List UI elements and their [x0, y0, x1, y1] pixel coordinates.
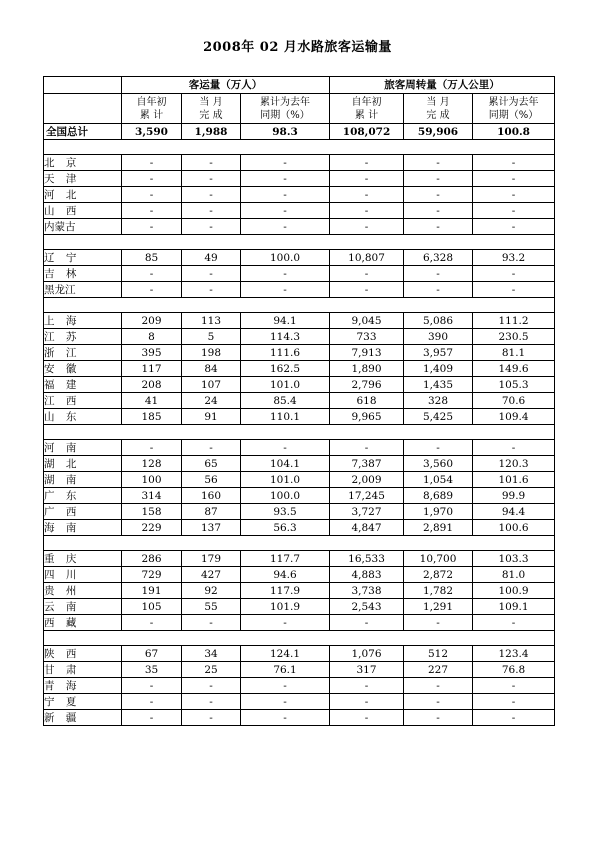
region-name: 湖 北 [44, 456, 122, 472]
table-cell: 209 [122, 313, 182, 329]
table-cell: 123.4 [473, 646, 555, 662]
table-cell: - [122, 266, 182, 282]
header-corner [44, 77, 122, 94]
table-cell: 1,409 [404, 361, 473, 377]
table-cell: - [330, 678, 404, 694]
table-cell: 98.3 [241, 124, 330, 140]
table-cell: - [241, 203, 330, 219]
table-cell: 395 [122, 345, 182, 361]
table-row [44, 219, 555, 235]
group-separator [44, 140, 555, 155]
table-cell: - [330, 187, 404, 203]
table-row [44, 393, 555, 409]
table-cell: - [241, 440, 330, 456]
page-title: 2008年 02 月水路旅客运输量 [203, 40, 392, 55]
sub-header-line: 累计为去年 [488, 96, 539, 108]
sub-header-cell [330, 94, 404, 124]
table-cell: - [330, 171, 404, 187]
table-cell: 124.1 [241, 646, 330, 662]
table-cell: - [404, 694, 473, 710]
table-cell: 3,738 [330, 583, 404, 599]
table-cell: 5,425 [404, 409, 473, 425]
table-row [44, 377, 555, 393]
table-cell: 109.1 [473, 599, 555, 615]
table-cell: 103.3 [473, 551, 555, 567]
table-cell: 70.6 [473, 393, 555, 409]
region-name: 江 苏 [44, 329, 122, 345]
table-cell: - [473, 678, 555, 694]
table-row [44, 266, 555, 282]
table-cell: 101.6 [473, 472, 555, 488]
region-name: 广 东 [44, 488, 122, 504]
table-cell: - [330, 219, 404, 235]
table-cell: 111.2 [473, 313, 555, 329]
table-cell: 16,533 [330, 551, 404, 567]
table-cell: - [404, 266, 473, 282]
table-cell: - [241, 171, 330, 187]
table-body [44, 77, 555, 726]
table-cell: 105.3 [473, 377, 555, 393]
region-name: 江 西 [44, 393, 122, 409]
table-cell: 8 [122, 329, 182, 345]
table-cell: - [404, 440, 473, 456]
table-cell: 91 [182, 409, 241, 425]
table-cell: 229 [122, 520, 182, 536]
table-row [44, 615, 555, 631]
table-group-header-row [44, 77, 555, 94]
table-cell: 111.6 [241, 345, 330, 361]
table-cell: 390 [404, 329, 473, 345]
table-row [44, 488, 555, 504]
table-cell: 1,782 [404, 583, 473, 599]
table-cell: 2,872 [404, 567, 473, 583]
region-name: 上 海 [44, 313, 122, 329]
table-cell: 100 [122, 472, 182, 488]
table-cell: - [404, 203, 473, 219]
table-row [44, 456, 555, 472]
table-cell: 49 [182, 250, 241, 266]
table-cell: 117.9 [241, 583, 330, 599]
table-row [44, 520, 555, 536]
table-row [44, 329, 555, 345]
table-cell: 179 [182, 551, 241, 567]
table-cell: 87 [182, 504, 241, 520]
table-cell: 100.9 [473, 583, 555, 599]
table-cell: - [473, 710, 555, 726]
table-cell: 117.7 [241, 551, 330, 567]
table-cell: - [473, 694, 555, 710]
table-cell: 35 [122, 662, 182, 678]
table-cell: - [182, 282, 241, 298]
table-cell: 2,796 [330, 377, 404, 393]
region-name: 海 南 [44, 520, 122, 536]
table-cell: - [122, 440, 182, 456]
table-cell: - [330, 203, 404, 219]
region-name: 天 津 [44, 171, 122, 187]
table-cell: 137 [182, 520, 241, 536]
table-cell: 5 [182, 329, 241, 345]
region-name: 四 川 [44, 567, 122, 583]
group-separator [44, 235, 555, 250]
table-cell: 1,970 [404, 504, 473, 520]
table-row [44, 551, 555, 567]
table-cell: 6,328 [404, 250, 473, 266]
separator-cell [44, 140, 555, 155]
separator-cell [44, 631, 555, 646]
table-cell: 3,590 [122, 124, 182, 140]
table-cell: - [473, 219, 555, 235]
region-name: 西 藏 [44, 615, 122, 631]
table-cell: - [330, 710, 404, 726]
table-cell: - [404, 282, 473, 298]
table-cell: 110.1 [241, 409, 330, 425]
table-cell: 1,054 [404, 472, 473, 488]
table-cell: 114.3 [241, 329, 330, 345]
table-cell: 512 [404, 646, 473, 662]
table-cell: 7,913 [330, 345, 404, 361]
region-name: 陕 西 [44, 646, 122, 662]
table-cell: - [330, 694, 404, 710]
table-cell: - [122, 694, 182, 710]
table-cell: 149.6 [473, 361, 555, 377]
table-cell: 94.1 [241, 313, 330, 329]
table-row [44, 583, 555, 599]
table-cell: - [122, 219, 182, 235]
table-cell: - [122, 203, 182, 219]
table-cell: - [473, 282, 555, 298]
table-cell: - [241, 187, 330, 203]
table-cell: - [404, 615, 473, 631]
region-name: 黑龙江 [44, 282, 122, 298]
table-cell: - [182, 710, 241, 726]
table-cell: - [182, 678, 241, 694]
table-cell: 100.6 [473, 520, 555, 536]
table-row [44, 361, 555, 377]
table-cell: - [182, 440, 241, 456]
table-cell: 65 [182, 456, 241, 472]
table-cell: 113 [182, 313, 241, 329]
table-cell: 81.1 [473, 345, 555, 361]
table-cell: 101.0 [241, 377, 330, 393]
region-name: 安 徽 [44, 361, 122, 377]
table-cell: - [241, 615, 330, 631]
table-cell: 618 [330, 393, 404, 409]
table-cell: - [182, 187, 241, 203]
region-name: 广 西 [44, 504, 122, 520]
table-row-total [44, 124, 555, 140]
table-cell: 1,988 [182, 124, 241, 140]
table-row [44, 345, 555, 361]
region-name: 新 疆 [44, 710, 122, 726]
sub-header-line: 累 计 [354, 109, 379, 121]
table-row [44, 504, 555, 520]
table-cell: 9,965 [330, 409, 404, 425]
group-separator [44, 536, 555, 551]
table-cell: 2,891 [404, 520, 473, 536]
table-cell: 108,072 [330, 124, 404, 140]
table-cell: - [330, 615, 404, 631]
table-row [44, 155, 555, 171]
table-row [44, 694, 555, 710]
table-cell: 162.5 [241, 361, 330, 377]
region-name: 浙 江 [44, 345, 122, 361]
table-cell: 286 [122, 551, 182, 567]
table-cell: - [241, 282, 330, 298]
sub-header-cell [241, 94, 330, 124]
passenger-transport-table [43, 76, 555, 726]
table-cell: 85 [122, 250, 182, 266]
table-cell: 160 [182, 488, 241, 504]
table-cell: 99.9 [473, 488, 555, 504]
table-cell: - [241, 219, 330, 235]
table-cell: 328 [404, 393, 473, 409]
table-cell: 1,435 [404, 377, 473, 393]
table-cell: 41 [122, 393, 182, 409]
table-cell: 94.4 [473, 504, 555, 520]
table-cell: 24 [182, 393, 241, 409]
table-cell: 94.6 [241, 567, 330, 583]
table-cell: - [404, 219, 473, 235]
sub-header-line: 自年初 [351, 96, 382, 108]
table-cell: - [182, 203, 241, 219]
table-cell: 105 [122, 599, 182, 615]
table-cell: - [241, 694, 330, 710]
table-cell: - [473, 187, 555, 203]
table-cell: - [473, 440, 555, 456]
table-cell: 230.5 [473, 329, 555, 345]
table-cell: 733 [330, 329, 404, 345]
table-cell: - [122, 155, 182, 171]
total-label: 全国总计 [44, 124, 122, 140]
table-cell: - [330, 282, 404, 298]
table-cell: 84 [182, 361, 241, 377]
table-cell: 10,807 [330, 250, 404, 266]
header-passenger-volume: 客运量（万人） [122, 77, 330, 94]
table-cell: 2,543 [330, 599, 404, 615]
region-name: 重 庆 [44, 551, 122, 567]
table-row [44, 646, 555, 662]
table-cell: - [241, 266, 330, 282]
table-cell: - [182, 266, 241, 282]
sub-header-cell [473, 94, 555, 124]
sub-header-cell [404, 94, 473, 124]
table-cell: 100.0 [241, 488, 330, 504]
region-name: 山 西 [44, 203, 122, 219]
region-name: 宁 夏 [44, 694, 122, 710]
table-cell: 101.9 [241, 599, 330, 615]
table-cell: 427 [182, 567, 241, 583]
separator-cell [44, 425, 555, 440]
table-cell: - [122, 282, 182, 298]
table-cell: 55 [182, 599, 241, 615]
sub-header-line: 累计为去年 [260, 96, 310, 108]
table-cell: 191 [122, 583, 182, 599]
table-cell: - [330, 155, 404, 171]
table-cell: 729 [122, 567, 182, 583]
region-name: 湖 南 [44, 472, 122, 488]
table-cell: 56.3 [241, 520, 330, 536]
sub-header-corner [44, 94, 122, 124]
table-cell: 109.4 [473, 409, 555, 425]
sub-header-line: 完 成 [426, 109, 450, 121]
table-cell: - [473, 171, 555, 187]
region-name: 甘 肃 [44, 662, 122, 678]
table-cell: 17,245 [330, 488, 404, 504]
table-cell: 1,890 [330, 361, 404, 377]
sub-header-line: 同期（%） [260, 109, 310, 121]
table-cell: 117 [122, 361, 182, 377]
table-cell: 101.0 [241, 472, 330, 488]
table-cell: 3,957 [404, 345, 473, 361]
table-cell: - [404, 678, 473, 694]
table-cell: - [473, 615, 555, 631]
region-name: 云 南 [44, 599, 122, 615]
table-row [44, 203, 555, 219]
table-row [44, 567, 555, 583]
table-row [44, 409, 555, 425]
table-cell: 9,045 [330, 313, 404, 329]
group-separator [44, 631, 555, 646]
table-cell: 100.8 [473, 124, 555, 140]
region-name: 河 南 [44, 440, 122, 456]
table-cell: 198 [182, 345, 241, 361]
table-cell: - [122, 615, 182, 631]
table-cell: 120.3 [473, 456, 555, 472]
table-cell: 5,086 [404, 313, 473, 329]
table-cell: 3,560 [404, 456, 473, 472]
table-cell: 10,700 [404, 551, 473, 567]
table-sub-header-row [44, 94, 555, 124]
table-cell: 34 [182, 646, 241, 662]
table-cell: 4,847 [330, 520, 404, 536]
table-cell: - [330, 440, 404, 456]
table-cell: - [182, 155, 241, 171]
table-cell: - [182, 171, 241, 187]
table-cell: - [122, 187, 182, 203]
region-name: 内蒙古 [44, 219, 122, 235]
group-separator [44, 298, 555, 313]
table-cell: 1,291 [404, 599, 473, 615]
sub-header-line: 当 月 [199, 96, 223, 108]
region-name: 贵 州 [44, 583, 122, 599]
table-row [44, 599, 555, 615]
table-cell: 104.1 [241, 456, 330, 472]
table-cell: 185 [122, 409, 182, 425]
table-row [44, 187, 555, 203]
table-cell: - [241, 710, 330, 726]
table-cell: 93.5 [241, 504, 330, 520]
table-cell: 76.8 [473, 662, 555, 678]
table-row [44, 440, 555, 456]
table-cell: 7,387 [330, 456, 404, 472]
table-cell: - [122, 171, 182, 187]
header-passenger-turnover: 旅客周转量（万人公里） [330, 77, 555, 94]
table-cell: 314 [122, 488, 182, 504]
table-cell: 227 [404, 662, 473, 678]
region-name: 北 京 [44, 155, 122, 171]
separator-cell [44, 298, 555, 313]
sub-header-line: 同期（%） [488, 109, 539, 121]
table-cell: 2,009 [330, 472, 404, 488]
table-cell: 76.1 [241, 662, 330, 678]
table-row [44, 282, 555, 298]
table-cell: - [473, 266, 555, 282]
table-cell: - [182, 615, 241, 631]
table-cell: 81.0 [473, 567, 555, 583]
table-cell: 158 [122, 504, 182, 520]
table-cell: - [241, 155, 330, 171]
table-row [44, 662, 555, 678]
sub-header-line: 当 月 [426, 96, 450, 108]
table-row [44, 472, 555, 488]
region-name: 河 北 [44, 187, 122, 203]
table-cell: 67 [122, 646, 182, 662]
table-row [44, 171, 555, 187]
table-cell: - [182, 694, 241, 710]
table-cell: 317 [330, 662, 404, 678]
table-cell: 3,727 [330, 504, 404, 520]
table-cell: - [404, 171, 473, 187]
table-row [44, 250, 555, 266]
table-cell: 59,906 [404, 124, 473, 140]
table-row [44, 710, 555, 726]
table-cell: - [182, 219, 241, 235]
table-row [44, 678, 555, 694]
table-cell: 85.4 [241, 393, 330, 409]
sub-header-cell [182, 94, 241, 124]
table-cell: - [473, 203, 555, 219]
table-cell: 25 [182, 662, 241, 678]
table-cell: 92 [182, 583, 241, 599]
table-cell: 1,076 [330, 646, 404, 662]
table-cell: - [241, 678, 330, 694]
region-name: 辽 宁 [44, 250, 122, 266]
sub-header-line: 完 成 [199, 109, 223, 121]
table-row [44, 313, 555, 329]
table-cell: 93.2 [473, 250, 555, 266]
sub-header-line: 累 计 [139, 109, 164, 121]
sub-header-line: 自年初 [136, 96, 167, 108]
table-cell: - [122, 678, 182, 694]
table-cell: 4,883 [330, 567, 404, 583]
table-cell: - [473, 155, 555, 171]
region-name: 山 东 [44, 409, 122, 425]
sub-header-cell [122, 94, 182, 124]
table-cell: 128 [122, 456, 182, 472]
table-cell: 107 [182, 377, 241, 393]
table-cell: 8,689 [404, 488, 473, 504]
table-cell: - [122, 710, 182, 726]
table-cell: 208 [122, 377, 182, 393]
table-cell: - [330, 266, 404, 282]
table-cell: - [404, 155, 473, 171]
separator-cell [44, 536, 555, 551]
region-name: 青 海 [44, 678, 122, 694]
table-cell: 56 [182, 472, 241, 488]
table-cell: - [404, 710, 473, 726]
separator-cell [44, 235, 555, 250]
table-cell: - [404, 187, 473, 203]
group-separator [44, 425, 555, 440]
table-cell: 100.0 [241, 250, 330, 266]
region-name: 吉 林 [44, 266, 122, 282]
region-name: 福 建 [44, 377, 122, 393]
